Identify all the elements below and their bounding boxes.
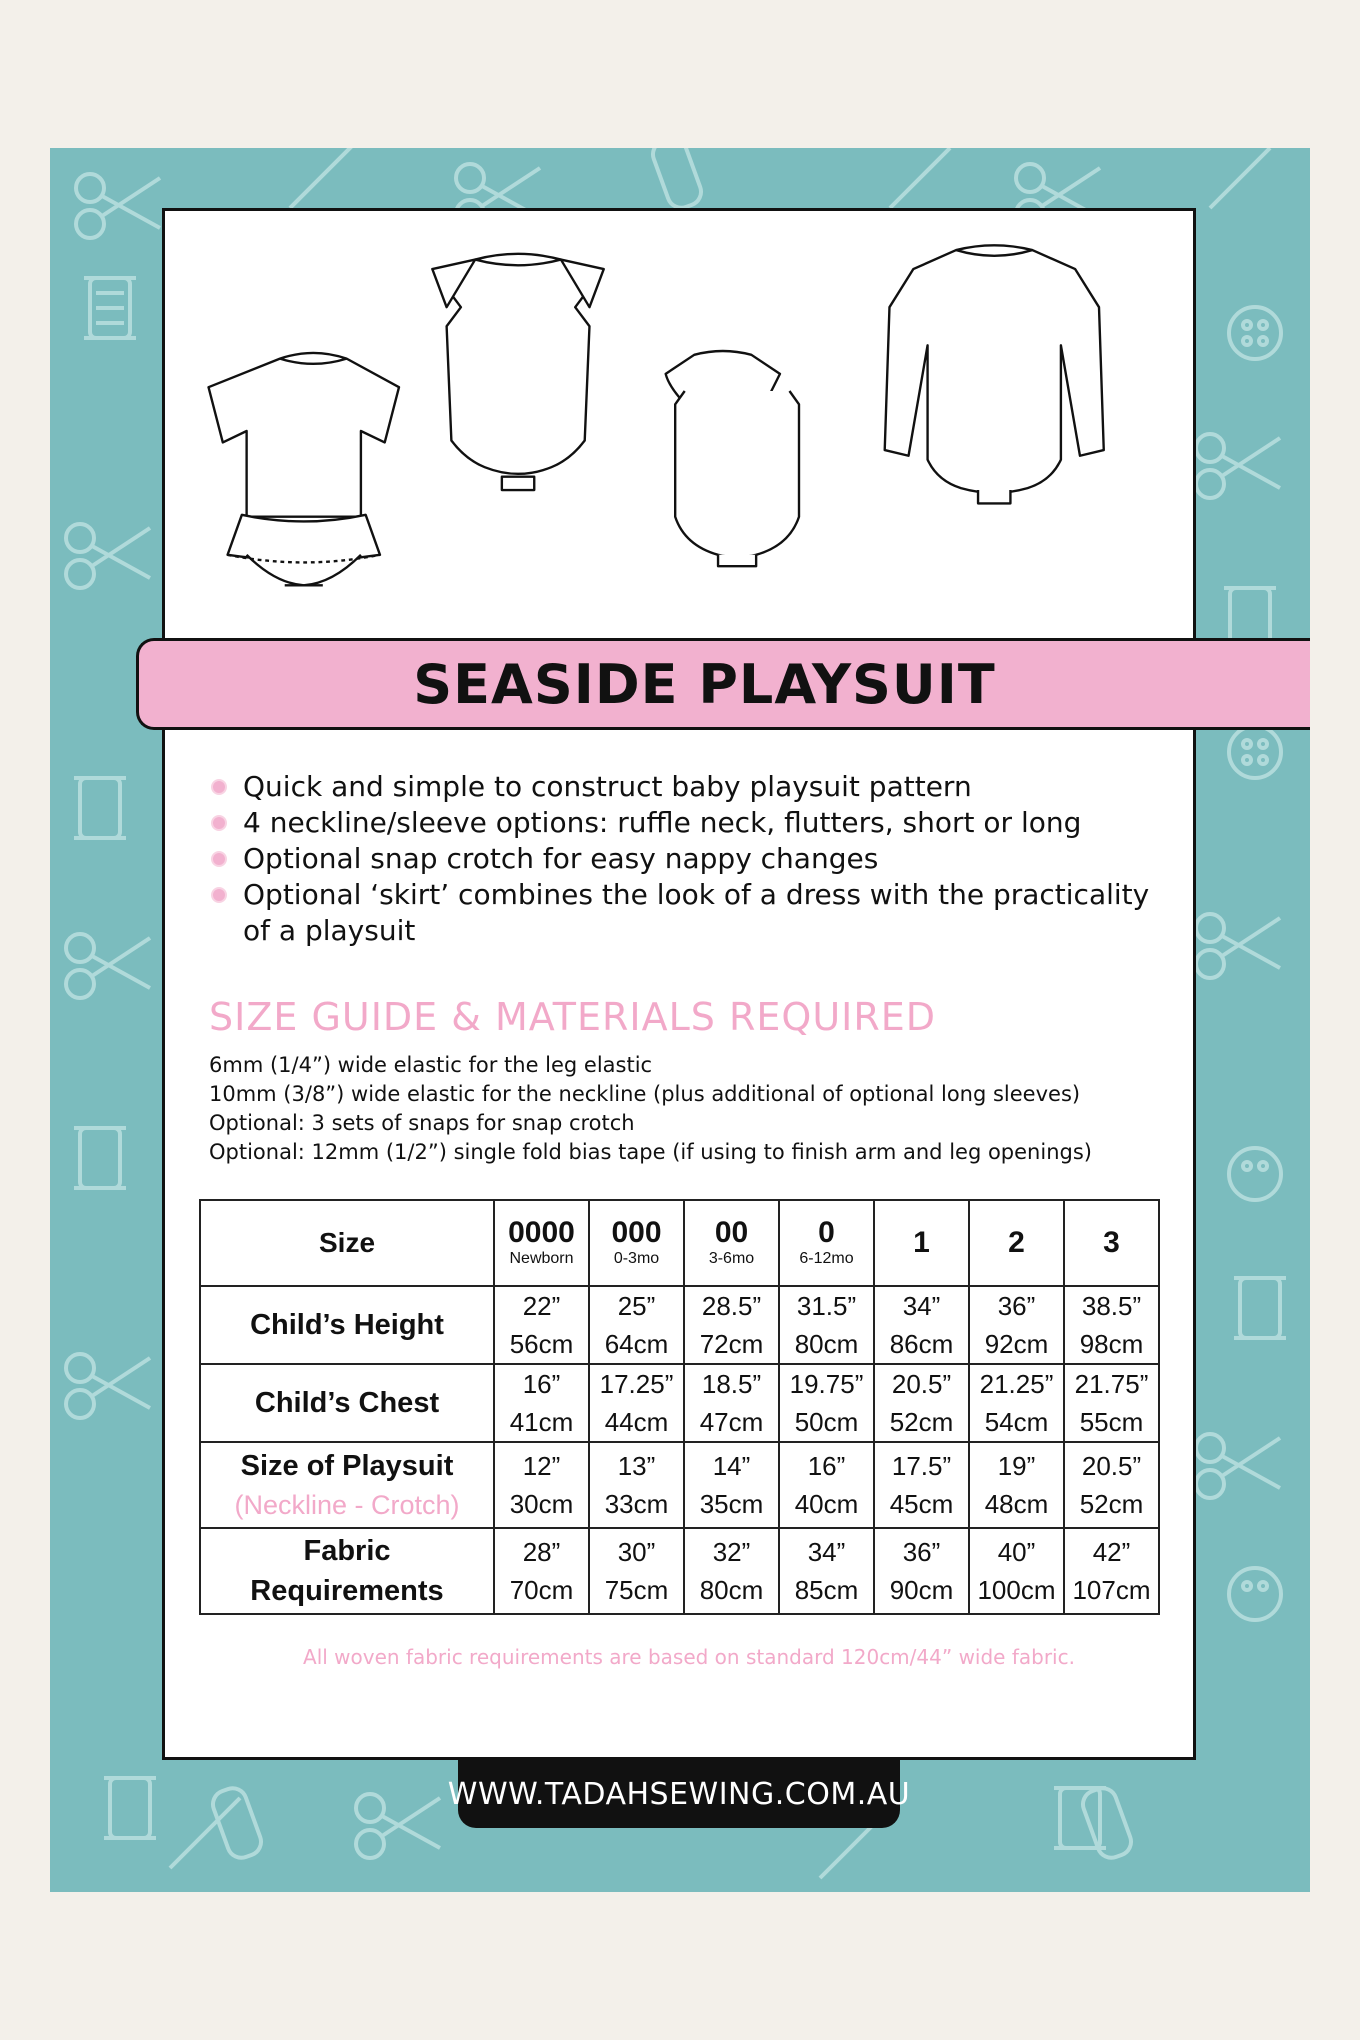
size-cell: 0000 Newborn (494, 1200, 589, 1286)
spool-icon (84, 278, 136, 338)
feature-item: Optional ‘skirt’ combines the look of a dress with the practicality of a playsuit (209, 877, 1169, 949)
value-cell: 17.25” 44cm (589, 1364, 684, 1442)
scissors-icon (356, 1794, 440, 1858)
scissors-icon (1196, 1434, 1280, 1498)
value-cell: 40” 100cm (969, 1528, 1064, 1614)
value-cell: 25” 64cm (589, 1286, 684, 1364)
spool-icon (74, 778, 126, 838)
title-banner (136, 638, 1310, 730)
feature-list (209, 769, 1169, 949)
value-cell: 19.75” 50cm (779, 1364, 874, 1442)
spool-icon (1234, 1278, 1286, 1338)
material-item: 6mm (1/4”) wide elastic for the leg elastic (209, 1053, 653, 1077)
value-cell: 32” 80cm (684, 1528, 779, 1614)
size-cell: 00 3-6mo (684, 1200, 779, 1286)
header-label-cell: Size (200, 1200, 494, 1286)
size-cell: 3 (1064, 1200, 1159, 1286)
bullet-dot-icon (211, 779, 227, 795)
scissors-icon (66, 934, 150, 998)
value-cell: 19” 48cm (969, 1442, 1064, 1528)
value-cell: 17.5” 45cm (874, 1442, 969, 1528)
button-icon (1229, 307, 1281, 359)
value-cell: 21.25” 54cm (969, 1364, 1064, 1442)
spool-icon (104, 1778, 156, 1838)
garment-illustrations (165, 231, 1193, 631)
value-cell: 42” 107cm (1064, 1528, 1159, 1614)
row-label-cell: Child’s Chest (200, 1364, 494, 1442)
value-cell: 28.5” 72cm (684, 1286, 779, 1364)
button-icon (1229, 1148, 1281, 1200)
table-header-row (200, 1200, 1159, 1286)
row-label-cell: Child’s Height (200, 1286, 494, 1364)
feature-item: Optional snap crotch for easy nappy changes (209, 841, 1169, 877)
value-cell: 20.5” 52cm (874, 1364, 969, 1442)
website-link[interactable]: WWW.TADAHSEWING.COM.AU (447, 1776, 911, 1812)
table-row (200, 1364, 1159, 1442)
row-label-cell: Fabric Requirements (200, 1528, 494, 1614)
size-cell: 2 (969, 1200, 1064, 1286)
value-cell: 21.75” 55cm (1064, 1364, 1159, 1442)
value-cell: 12” 30cm (494, 1442, 589, 1528)
bullet-dot-icon (211, 851, 227, 867)
materials-list (209, 1051, 1169, 1167)
value-cell: 30” 75cm (589, 1528, 684, 1614)
fabric-footnote: All woven fabric requirements are based on standard 120cm/44” wide fabric. (303, 1645, 1075, 1669)
website-badge[interactable] (447, 1760, 911, 1828)
spool-icon (1054, 1788, 1106, 1848)
page-title: SEASIDE PLAYSUIT (413, 652, 996, 716)
size-cell: 000 0-3mo (589, 1200, 684, 1286)
feature-item: 4 neckline/sleeve options: ruffle neck, flutters, short or long (209, 805, 1169, 841)
size-cell: 0 6-12mo (779, 1200, 874, 1286)
row-label-cell: Size of Playsuit (Neckline - Crotch) (200, 1442, 494, 1528)
material-item: 10mm (3/8”) wide elastic for the neckline (plus additional of optional long sleeves) (209, 1082, 1081, 1106)
value-cell: 22” 56cm (494, 1286, 589, 1364)
size-table (199, 1199, 1160, 1615)
feature-item: Quick and simple to construct baby playsuit pattern (209, 769, 1169, 805)
bullet-dot-icon (211, 815, 227, 831)
spool-icon (74, 1128, 126, 1188)
value-cell: 16” 40cm (779, 1442, 874, 1528)
value-cell: 13” 33cm (589, 1442, 684, 1528)
table-row (200, 1442, 1159, 1528)
value-cell: 38.5” 98cm (1064, 1286, 1159, 1364)
table-row (200, 1286, 1159, 1364)
size-cell: 1 (874, 1200, 969, 1286)
value-cell: 14” 35cm (684, 1442, 779, 1528)
content-card (162, 208, 1196, 1760)
scissors-icon (1196, 434, 1280, 498)
material-item: Optional: 3 sets of snaps for snap crotch (209, 1111, 635, 1135)
value-cell: 34” 85cm (779, 1528, 874, 1614)
value-cell: 18.5” 47cm (684, 1364, 779, 1442)
value-cell: 20.5” 52cm (1064, 1442, 1159, 1528)
short-sleeve-skirt-playsuit-illustration (209, 353, 399, 585)
section-heading: SIZE GUIDE & MATERIALS REQUIRED (209, 995, 937, 1039)
button-icon (1229, 726, 1281, 778)
value-cell: 31.5” 80cm (779, 1286, 874, 1364)
scissors-icon (66, 1354, 150, 1418)
value-cell: 34” 86cm (874, 1286, 969, 1364)
scissors-icon (66, 524, 150, 588)
long-sleeve-playsuit-illustration (885, 245, 1104, 503)
scissors-icon (1196, 914, 1280, 978)
ruffle-neck-playsuit-illustration (666, 351, 799, 566)
bullet-dot-icon (211, 887, 227, 903)
scissors-icon (76, 174, 160, 238)
value-cell: 16” 41cm (494, 1364, 589, 1442)
value-cell: 36” 90cm (874, 1528, 969, 1614)
button-icon (1229, 1568, 1281, 1620)
material-item: Optional: 12mm (1/2”) single fold bias tape (if using to finish arm and leg openings) (209, 1140, 1092, 1164)
flutter-sleeve-playsuit-illustration (432, 254, 603, 490)
value-cell: 36” 92cm (969, 1286, 1064, 1364)
value-cell: 28” 70cm (494, 1528, 589, 1614)
table-row (200, 1528, 1159, 1614)
